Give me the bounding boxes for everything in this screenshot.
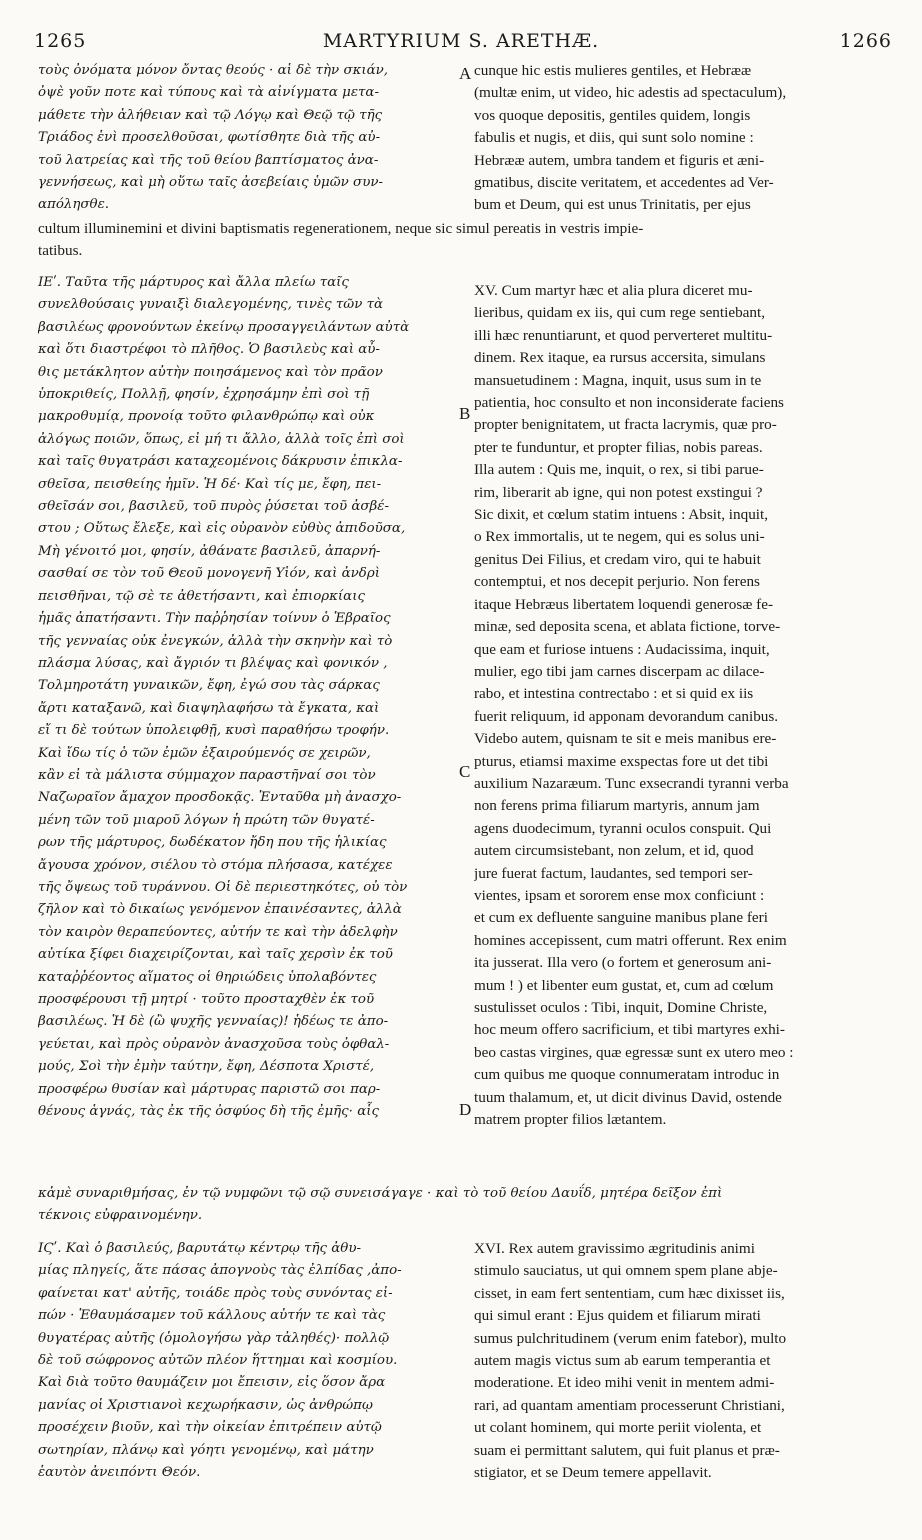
greek-column-block-1: τοὺς ὀνόματα μόνον ὄντας θεούς · αἱ δὲ τὴν σκιάν, ὀψὲ γοῦν ποτε καὶ τύπους καὶ τὰ αἰνίγματα μετα- μάθετε τὴν ἀλήθειαν καὶ τῷ Λόγῳ καὶ Θεῷ τῷ τῆς Τριάδος ἑνὶ προσελθοῦσαι, φωτίσθητε διὰ τῆς αὐ- τοῦ λατρείας καὶ τῆς τοῦ θείου βαπτίσματος ἀνα- γεννήσεως, καὶ μὴ οὕτω ταῖς ἀσεβείαις ὑμῶν συν- απόλησθε. [38, 63, 389, 213]
margin-marker-d: D [459, 1100, 472, 1119]
latin-fullwidth-continuation: cultum illuminemini et divini baptismatis regenerationem, neque sic simul pereatis in vestris impie- tatibus. [38, 220, 644, 260]
greek-column-block-2: ΙΕʹ. Ταῦτα τῆς μάρτυρος καὶ ἄλλα πλείω ταῖς συνελθούσαις γυναιξὶ διαλεγομένης, τινὲς τῶν τὰ βασιλέως φρονούντων ἐκείνῳ προσαγγειλάντων αὐτὰ καὶ ὅτι διαστρέφοι τὸ πλῆθος. Ὁ βασιλεὺς καὶ αὖ- θις μετάκλητον αὐτὴν ποιησάμενος καὶ τὸν πρᾶον ὑποκριθείς, Πολλῇ, φησίν, ἐχρησάμην ἐπὶ σοὶ τῇ μακροθυμίᾳ, προνοίᾳ τοῦτο φιλανθρώπῳ καὶ οὐκ ἀλόγως ποιῶν, ὅπως, εἰ μή τι ἄλλο, ἀλλὰ τοῖς ἐπὶ σοὶ καὶ ταῖς θυγατράσι καταχεομένοις δάκρυσιν ἐπικλα- σθεῖσα, πεισθείης ἡμῖν. Ἡ δέ· Καὶ τίς με, ἔφη, πει- σθεῖσάν σοι, βασιλεῦ, τοῦ πυρὸς ῥύσεται τοῦ ἀσβέ- στου ; Οὕτως ἔλεξε, καὶ εἰς οὐρανὸν εὐθὺς ἀπιδοῦσα, Μὴ γένοιτό μοι, φησίν, ἀθάνατε βασιλεῦ, ἀπαρνή- σασθαί σε τὸν τοῦ Θεοῦ μονογενῆ Υἱόν, καὶ ἀνδρὶ πεισθῆναι, τῷ σὲ τε ἀθετήσαντι, καὶ ἐπιορκίαις ἡμᾶς ἀπατήσαντι. Τὴν παῤῥησίαν τοίνυν ὁ Ἑβραῖος τῆς γενναίας οὐκ ἐνεγκών, ἀλλὰ τὴν σκηνὴν καὶ τὸ πλάσμα λύσας, καὶ ἄγριόν τι βλέψας καὶ φονικόν , Τολμηροτάτη γυναικῶν, ἔφη, ἐγώ σου τὰς σάρκας ἄρτι καταξανῶ, καὶ διαψηλαφήσω τὰ ἔγκατα, καὶ εἴ τι δὲ τούτων ὑπολειφθῇ, κυσὶ παραθήσω τροφήν. Καὶ ἴδω τίς ὁ τῶν ἐμῶν ἐξαιρούμενός σε χειρῶν, κἂν εἰ τὰ μάλιστα σύμμαχον παραστῆναί σοι τὸν Ναζωραῖον ἄμαχον προσδοκᾷς. Ἐνταῦθα μὴ ἀνασχο- μένη τῶν τοῦ μιαροῦ λόγων ἡ πρώτη τῶν θυγατέ- ρων τῆς μάρτυρος, δωδέκατον ἤδη που τῆς ἡλικίας ἄγουσα χρόνον, σιέλου τὸ στόμα πλήσασα, κατέχεε τῆς ὄψεως τοῦ τυράννου. Οἱ δὲ περιεστηκότες, οὐ τὸν ζῆλον καὶ τὸ δικαίως γενόμενον ἐπαινέσαντες, ἀλλὰ τὸν καιρὸν θεραπεύοντες, αὐτήν τε καὶ τὴν ἀδελφὴν αὐτίκα ξίφει διαχειρίζονται, καὶ ταῖς χερσὶν ἐκ τοῦ καταῤῥέοντος αἵματος οἱ θηριώδεις ὑπολαβόντες προσφέρουσι τῇ μητρί · τοῦτο προσταχθὲν ἐκ τοῦ βασιλέως. Ἡ δὲ (ὢ ψυχῆς γενναίας)! ἡδέως τε ἀπο- γεύεται, καὶ πρὸς οὐρανὸν ἀνασχοῦσα τοὺς ὀφθαλ- μούς, Σοὶ τὴν ἐμὴν ταύτην, ἔφη, Δέσποτα Χριστέ, προσφέρω θυσίαν καὶ μάρτυρας παριστῶ σοι παρ- θένους ἁγνάς, τὰς ἐκ τῆς ὀσφύος δὴ τῆς ἐμῆς· αἷς [38, 275, 410, 1120]
latin-column-block-3: XVI. Rex autem gravissimo ægritudinis animi stimulo sauciatus, ut qui omnem spem plane abje- cisset, in eam fert sententiam, cum hæc dixisset iis, qui simul erant : Ejus quidem et filiarum mirati sumus pulchritudinem (verum enim fatebor), multo autem magis victus sum ab earum temperantia et moderatione. Et ideo mihi venit in mentem admi- rari, ad quantam amentiam processerunt Christiani, ut colant hominem, qui morte periit violenta, et suam ei permittant salutem, qui fuit planus et præ- stigiator, et se Deum temere appellavit. [474, 1240, 787, 1482]
margin-marker-c: C [459, 762, 471, 781]
margin-marker-a: A [459, 64, 472, 83]
page-number-left: 1265 [34, 30, 87, 52]
margin-marker-b: B [459, 404, 471, 423]
greek-column-block-3: ΙϚʹ. Καὶ ὁ βασιλεύς, βαρυτάτῳ κέντρῳ τῆς ἀθυ- μίας πληγείς, ἅτε πάσας ἀπογνοὺς τὰς ἐλπίδας ,ἀπο- φαίνεται κατ' αὐτῆς, τοιάδε πρὸς τοὺς συνόντας εἰ- πών · Ἐθαυμάσαμεν τοῦ κάλλους αὐτήν τε καὶ τὰς θυγατέρας αὐτῆς (ὁμολογήσω γὰρ τἀληθές)· πολλῷ δὲ τοῦ σώφρονος αὐτῶν πλέον ἥττημαι καὶ κοσμίου. Καὶ διὰ τοῦτο θαυμάζειν μοι ἔπεισιν, εἰς ὅσον ἄρα μανίας οἱ Χριστιανοὶ κεχωρήκασιν, ὡς ἀνθρώπῳ προσέχειν βιοῦν, καὶ τὴν οἰκείαν ἐπιτρέπειν αὐτῷ σωτηρίαν, πλάνῳ καὶ γόητι γενομένῳ, καὶ μάτην ἑαυτὸν ἀνειπόντι Θεόν. [38, 1241, 402, 1481]
latin-column-block-2: XV. Cum martyr hæc et alia plura diceret mu- lieribus, quidam ex iis, qui cum rege sentiebant, illi hæc renuntiarunt, et quod perverteret multitu- dinem. Rex itaque, ea rursus accersita, simulans mansuetudinem : Magna, inquit, usus sum in te patientia, hoc consulto et non inconsiderate faciens propter benignitatem, ut fracta lacrymis, quæ pro- pter te funduntur, et propter filias, nobis pareas. Illa autem : Quis me, inquit, o rex, si tibi parue- rim, liberarit ab igne, qui non potest exstingui ? Sic dixit, et cœlum statim intuens : Absit, inquit, o Rex immortalis, ut te negem, qui es solus uni- genitus Dei Filius, et credam viro, qui te habuit contemptui, et nos decepit perjurio. Non ferens itaque Hebræus libertatem loquendi generosæ fe- minæ, sed deposita scena, et ablata fictione, torve- que eam et furiose intuens : Audacissima, inquit, mulier, ego tibi jam carnes discerpam ac dilace- rabo, et intestina contrectabo : et si quid ex iis fuerit reliquum, id apponam devorandum canibus. Videbo autem, quisnam te sit e meis manibus ere- pturus, etiamsi maxime exspectas fore ut det tibi auxilium Nazaræum. Tunc exsecrandi tyranni verba non ferens prima filiarum martyris, annum jam agens duodecimum, tyranni oculos conspuit. Qui autem circumsistebant, non zelum, et id, quod jure fuerat factum, laudantes, sed tempori ser- vientes, ipsam et sororem ense mox conficiunt : et cum ex defluente sanguine manibus plane feri homines accepissent, cum matri offerunt. Rex enim ita jusserat. Illa vero (o fortem et generosum ani- mum ! ) et libenter eum gustat, et, cum ad cœlum sustulisset oculos : Tibi, inquit, Domine Christe, hoc meum offero sacrificium, et tibi martyres exhi- beo castas virgines, quæ egressæ sunt ex utero meo : cum quibus me quoque connumeratam introduc in tuum thalamum, et, ut dicit divinus David, ostende matrem propter filios lætantem. [474, 282, 794, 1129]
running-title: MARTYRIUM S. ARETHÆ. [322, 30, 600, 52]
latin-column-block-1: cunque hic estis mulieres gentiles, et Hebrææ (multæ enim, ut video, hic adestis ad spectaculum), vos quoque depositis, gentiles quidem, longis fabulis et nugis, et diis, qui sunt solo nomine : Hebrææ autem, umbra tandem et figuris et æni- gmatibus, discite veritatem, et accedentes ad Ver- bum et Deum, qui est unus Trinitatis, per ejus [474, 62, 787, 214]
greek-fullwidth-continuation: κἀμὲ συναριθμήσας, ἐν τῷ νυμφῶνι τῷ σῷ συνεισάγαγε · καὶ τὸ τοῦ θείου Δαυΐδ, μητέρα δεῖξον ἐπὶ τέκνοις εὐφραινομένην. [38, 1186, 723, 1224]
page-number-right: 1266 [839, 30, 892, 52]
